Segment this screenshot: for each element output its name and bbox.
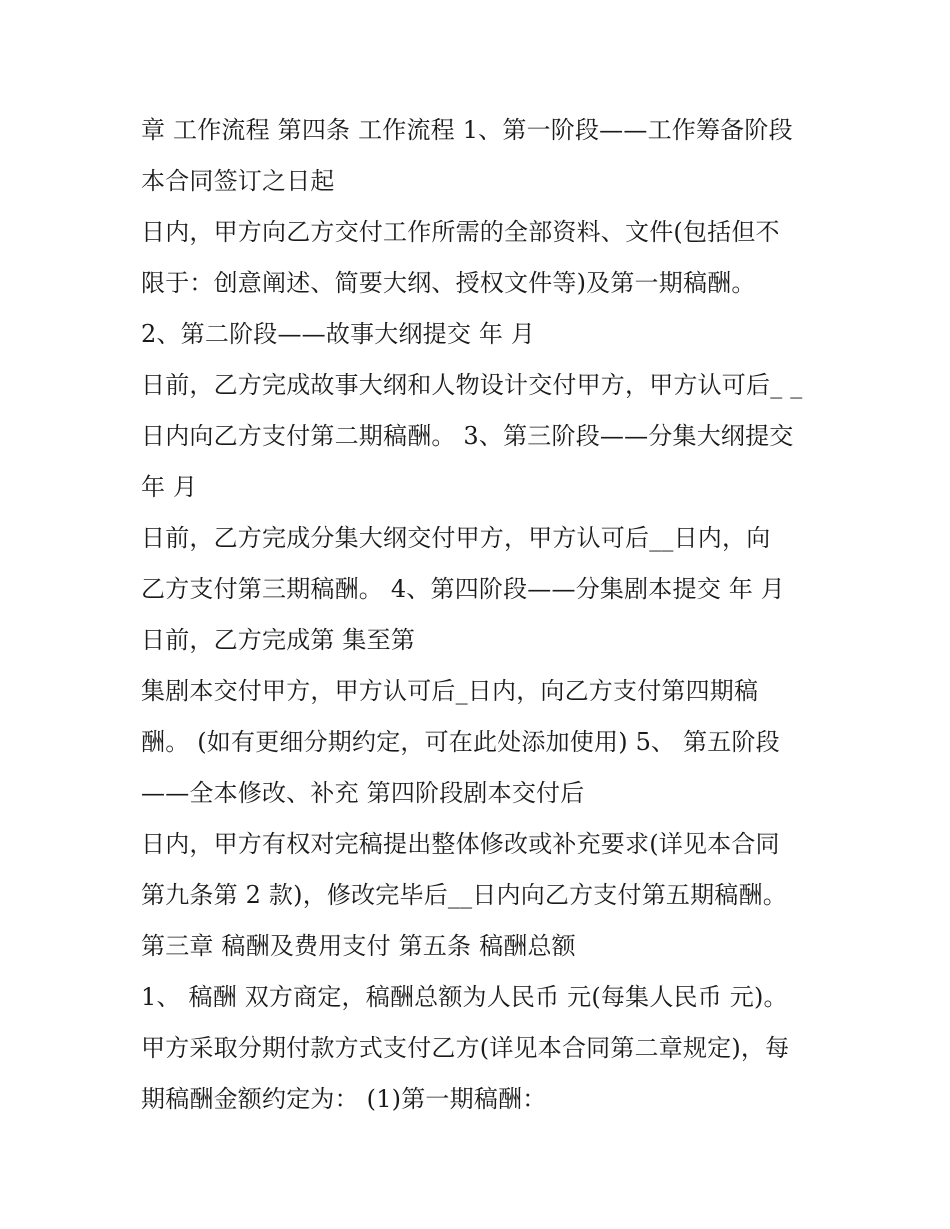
text-line-18: 1、 稿酬 双方商定，稿酬总额为人民币 元(每集人民币 元)。 (141, 983, 788, 1011)
text-line-20: 期稿酬金额约定为： (1)第一期稿酬： (141, 1085, 547, 1113)
text-line-9: 日前，乙方完成分集大纲交付甲方，甲方认可后__日内，向 (141, 524, 771, 552)
document-body (141, 108, 841, 1128)
text-line-11: 日前，乙方完成第 集至第 (141, 626, 416, 654)
text-line-1: 章 工作流程 第四条 工作流程 1、第一阶段——工作筹备阶段 (141, 116, 793, 144)
text-line-14: ——全本修改、补充 第四阶段剧本交付后 (141, 779, 585, 807)
text-line-16: 第九条第 2 款)，修改完毕后__日内向乙方支付第五期稿酬。 (141, 881, 787, 909)
text-line-7: 日内向乙方支付第二期稿酬。 3、第三阶段——分集大纲提交 (141, 422, 794, 450)
text-line-13: 酬。 (如有更细分期约定，可在此处添加使用) 5、 第五阶段 (141, 728, 780, 756)
text-line-10: 乙方支付第三期稿酬。 4、第四阶段——分集剧本提交 年 月 (141, 575, 785, 603)
text-line-4: 限于：创意阐述、简要大纲、授权文件等)及第一期稿酬。 (141, 269, 756, 297)
text-line-8: 年 月 (141, 473, 198, 501)
text-line-19: 甲方采取分期付款方式支付乙方(详见本合同第二章规定)，每 (141, 1034, 790, 1062)
text-line-17: 第三章 稿酬及费用支付 第五条 稿酬总额 (141, 932, 576, 960)
text-line-6: 日前，乙方完成故事大纲和人物设计交付甲方，甲方认可后_ _ (141, 371, 803, 399)
text-line-5: 2、第二阶段——故事大纲提交 年 月 (141, 320, 536, 348)
text-line-12: 集剧本交付甲方，甲方认可后_日内，向乙方支付第四期稿 (141, 677, 759, 705)
text-line-15: 日内，甲方有权对完稿提出整体修改或补充要求(详见本合同 (141, 830, 780, 858)
text-line-2: 本合同签订之日起 (141, 167, 335, 195)
text-line-3: 日内，甲方向乙方交付工作所需的全部资料、文件(包括但不 (141, 218, 780, 246)
